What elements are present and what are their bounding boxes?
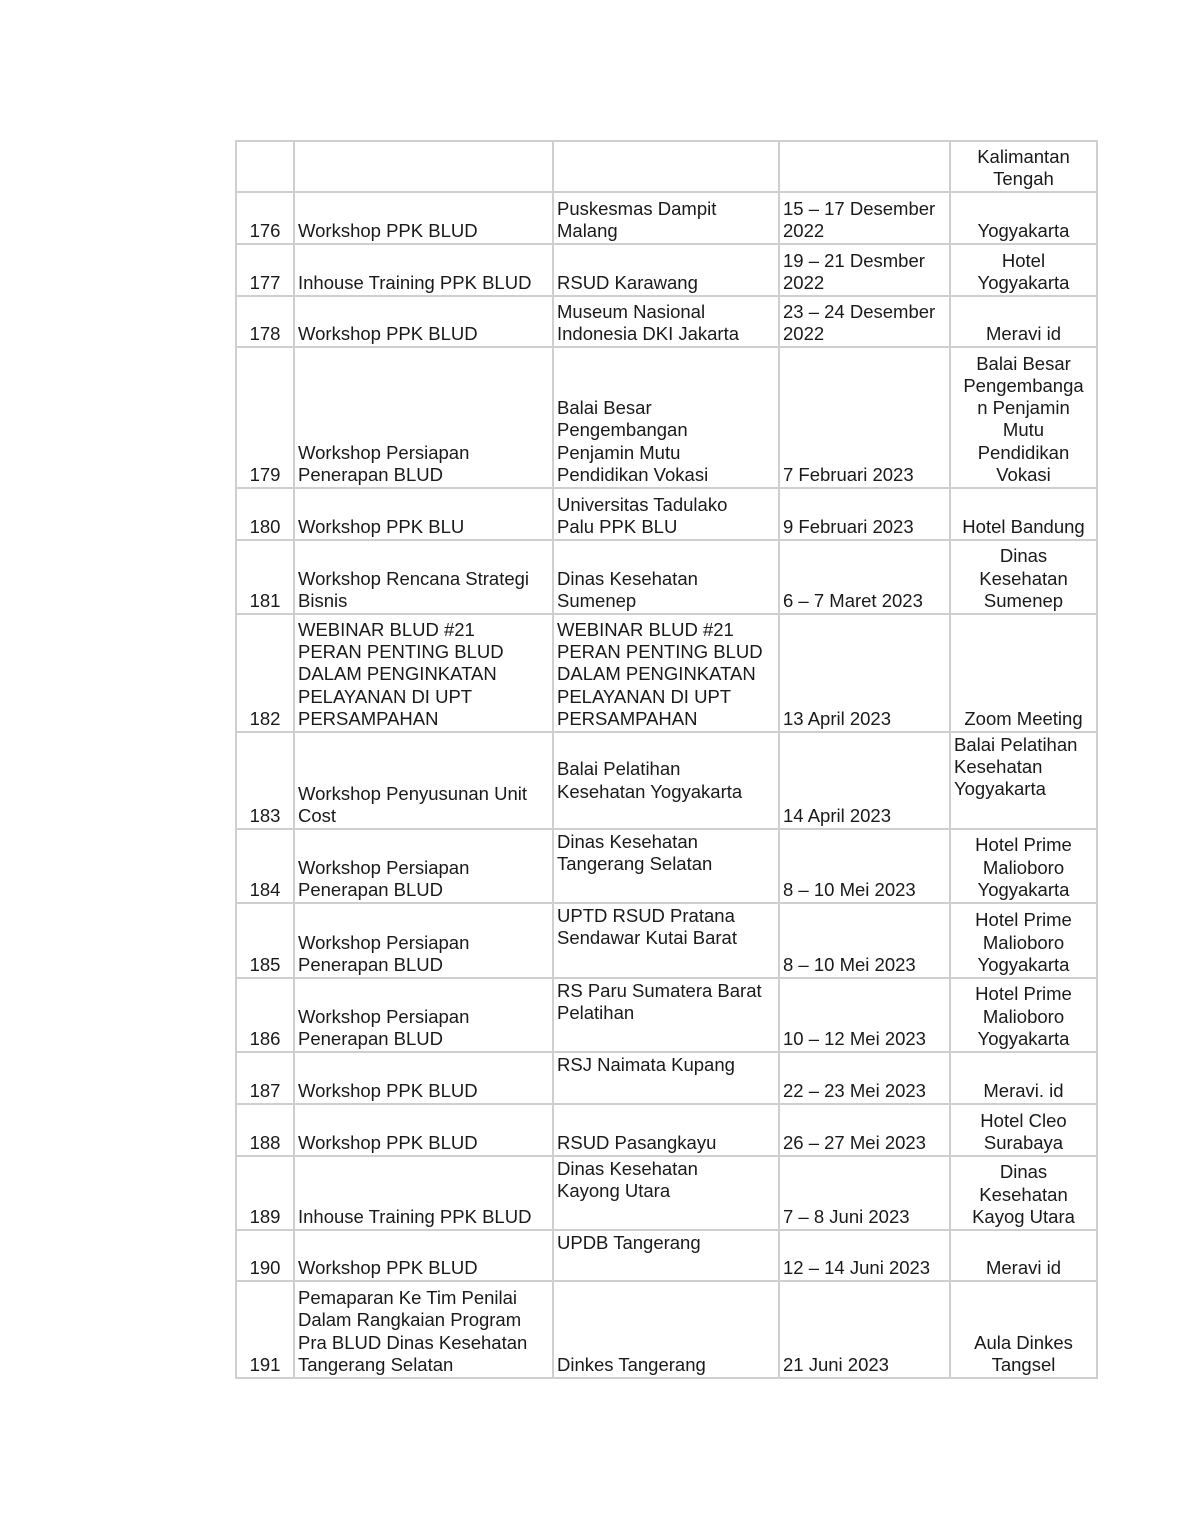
event-name: Inhouse Training PPK BLUD xyxy=(294,244,553,296)
table-row xyxy=(236,829,1097,903)
organizer: RSUD Karawang xyxy=(553,244,779,296)
organizer: Dinas Kesehatan Sumenep xyxy=(553,540,779,614)
organizer: Dinkes Tangerang xyxy=(553,1281,779,1378)
organizer xyxy=(553,141,779,192)
row-number: 184 xyxy=(236,829,294,903)
table-row xyxy=(236,1052,1097,1104)
organizer: Dinas Kesehatan Tangerang Selatan xyxy=(553,829,779,903)
row-number: 185 xyxy=(236,903,294,978)
event-name: WEBINAR BLUD #21 PERAN PENTING BLUD DALAM PENGINKATAN PELAYANAN DI UPT PERSAMPAHAN xyxy=(294,614,553,732)
event-name: Workshop Persiapan Penerapan BLUD xyxy=(294,903,553,978)
organizer: Balai Besar Pengembangan Penjamin Mutu Pendidikan Vokasi xyxy=(553,347,779,488)
event-location: Balai Pelatihan Kesehatan Yogyakarta xyxy=(950,732,1097,829)
event-date: 12 – 14 Juni 2023 xyxy=(779,1230,950,1281)
event-location: Meravi id xyxy=(950,1230,1097,1281)
event-location: Meravi id xyxy=(950,296,1097,347)
event-location: Hotel Prime Malioboro Yogyakarta xyxy=(950,903,1097,978)
row-number: 180 xyxy=(236,488,294,540)
event-date: 14 April 2023 xyxy=(779,732,950,829)
table-row xyxy=(236,141,1097,192)
row-number: 176 xyxy=(236,192,294,244)
activity-table xyxy=(235,140,1098,1379)
row-number: 182 xyxy=(236,614,294,732)
event-date: 6 – 7 Maret 2023 xyxy=(779,540,950,614)
event-date: 7 Februari 2023 xyxy=(779,347,950,488)
event-location: Aula Dinkes Tangsel xyxy=(950,1281,1097,1378)
event-location: Hotel Bandung xyxy=(950,488,1097,540)
row-number: 178 xyxy=(236,296,294,347)
table-row xyxy=(236,192,1097,244)
table-row xyxy=(236,488,1097,540)
event-date: 10 – 12 Mei 2023 xyxy=(779,978,950,1052)
event-date: 8 – 10 Mei 2023 xyxy=(779,903,950,978)
event-date: 15 – 17 Desember 2022 xyxy=(779,192,950,244)
event-location: Hotel Prime Malioboro Yogyakarta xyxy=(950,978,1097,1052)
row-number: 179 xyxy=(236,347,294,488)
event-date: 22 – 23 Mei 2023 xyxy=(779,1052,950,1104)
organizer: UPTD RSUD Pratana Sendawar Kutai Barat xyxy=(553,903,779,978)
row-number: 186 xyxy=(236,978,294,1052)
event-date: 7 – 8 Juni 2023 xyxy=(779,1156,950,1230)
table-row xyxy=(236,1230,1097,1281)
event-date: 9 Februari 2023 xyxy=(779,488,950,540)
row-number: 189 xyxy=(236,1156,294,1230)
table-row xyxy=(236,347,1097,488)
event-date xyxy=(779,141,950,192)
event-date: 21 Juni 2023 xyxy=(779,1281,950,1378)
event-date: 26 – 27 Mei 2023 xyxy=(779,1104,950,1156)
table-row xyxy=(236,540,1097,614)
row-number xyxy=(236,141,294,192)
event-date: 23 – 24 Desember 2022 xyxy=(779,296,950,347)
row-number: 191 xyxy=(236,1281,294,1378)
organizer: Balai Pelatihan Kesehatan Yogyakarta xyxy=(553,732,779,829)
row-number: 181 xyxy=(236,540,294,614)
row-number: 177 xyxy=(236,244,294,296)
event-name: Workshop Persiapan Penerapan BLUD xyxy=(294,829,553,903)
event-date: 8 – 10 Mei 2023 xyxy=(779,829,950,903)
row-number: 190 xyxy=(236,1230,294,1281)
event-name: Workshop Rencana Strategi Bisnis xyxy=(294,540,553,614)
event-name: Workshop Persiapan Penerapan BLUD xyxy=(294,347,553,488)
event-name: Workshop PPK BLUD xyxy=(294,1230,553,1281)
event-name: Inhouse Training PPK BLUD xyxy=(294,1156,553,1230)
organizer: RSJ Naimata Kupang xyxy=(553,1052,779,1104)
event-name: Workshop PPK BLU xyxy=(294,488,553,540)
row-number: 183 xyxy=(236,732,294,829)
table-row xyxy=(236,244,1097,296)
event-location: Meravi. id xyxy=(950,1052,1097,1104)
event-name: Workshop PPK BLUD xyxy=(294,1052,553,1104)
event-name xyxy=(294,141,553,192)
event-name: Workshop PPK BLUD xyxy=(294,192,553,244)
organizer: RSUD Pasangkayu xyxy=(553,1104,779,1156)
event-date: 19 – 21 Desmber 2022 xyxy=(779,244,950,296)
event-location: Kalimantan Tengah xyxy=(950,141,1097,192)
event-location: Zoom Meeting xyxy=(950,614,1097,732)
table-row xyxy=(236,614,1097,732)
event-name: Workshop Penyusunan Unit Cost xyxy=(294,732,553,829)
event-location: Hotel Cleo Surabaya xyxy=(950,1104,1097,1156)
event-location: Dinas Kesehatan Kayog Utara xyxy=(950,1156,1097,1230)
table-row xyxy=(236,1104,1097,1156)
table-row xyxy=(236,903,1097,978)
organizer: WEBINAR BLUD #21 PERAN PENTING BLUD DALAM PENGINKATAN PELAYANAN DI UPT PERSAMPAHAN xyxy=(553,614,779,732)
event-name: Workshop PPK BLUD xyxy=(294,296,553,347)
organizer: UPDB Tangerang xyxy=(553,1230,779,1281)
table-row xyxy=(236,732,1097,829)
organizer: Museum Nasional Indonesia DKI Jakarta xyxy=(553,296,779,347)
row-number: 188 xyxy=(236,1104,294,1156)
event-name: Pemaparan Ke Tim Penilai Dalam Rangkaian Program Pra BLUD Dinas Kesehatan Tangerang Selatan xyxy=(294,1281,553,1378)
event-location: Balai Besar Pengembanga n Penjamin Mutu Pendidikan Vokasi xyxy=(950,347,1097,488)
event-location: Hotel Yogyakarta xyxy=(950,244,1097,296)
event-name: Workshop Persiapan Penerapan BLUD xyxy=(294,978,553,1052)
organizer: Universitas Tadulako Palu PPK BLU xyxy=(553,488,779,540)
table-row xyxy=(236,296,1097,347)
event-name: Workshop PPK BLUD xyxy=(294,1104,553,1156)
organizer: Dinas Kesehatan Kayong Utara xyxy=(553,1156,779,1230)
event-location: Dinas Kesehatan Sumenep xyxy=(950,540,1097,614)
row-number: 187 xyxy=(236,1052,294,1104)
event-date: 13 April 2023 xyxy=(779,614,950,732)
organizer: RS Paru Sumatera Barat Pelatihan xyxy=(553,978,779,1052)
table-row xyxy=(236,978,1097,1052)
organizer: Puskesmas Dampit Malang xyxy=(553,192,779,244)
table-row xyxy=(236,1281,1097,1378)
table-row xyxy=(236,1156,1097,1230)
event-location: Hotel Prime Malioboro Yogyakarta xyxy=(950,829,1097,903)
event-location: Yogyakarta xyxy=(950,192,1097,244)
